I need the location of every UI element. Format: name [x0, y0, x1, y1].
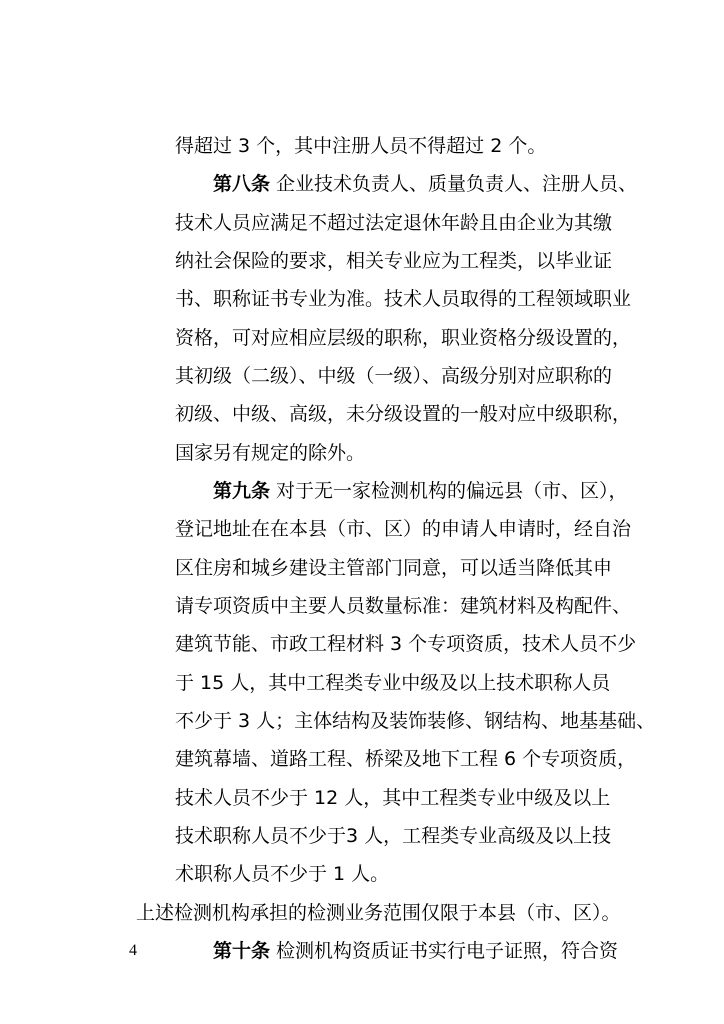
text-line: 技术人员应满足不超过法定退休年龄且由企业为其缴 [175, 212, 613, 234]
text-line: 于 15 人，其中工程类专业中级及以上技术职称人员 [175, 672, 611, 694]
text-line: 其初级（二级）、中级（一级）、高级分别对应职称的 [175, 365, 613, 387]
article-heading: 第九条 [213, 480, 271, 502]
text-line: 术职称人员不少于 1 人。 [175, 863, 390, 885]
text-line: 初级、中级、高级，未分级设置的一般对应中级职称， [175, 403, 632, 425]
text-line: 建筑节能、市政工程材料 3 个专项资质，技术人员不少 [175, 633, 637, 655]
article-8-line: 第八条 企业技术负责人、质量负责人、注册人员、 [213, 173, 638, 195]
text-line: 建筑幕墙、道路工程、桥梁及地下工程 6 个专项资质， [175, 748, 637, 770]
article-heading: 第八条 [213, 173, 271, 195]
text-line: 区住房和城乡建设主管部门同意，可以适当降低其申 [175, 557, 613, 579]
text-line: 技术人员不少于 12 人，其中工程类专业中级及以上 [175, 787, 611, 809]
text-line: 纳社会保险的要求，相关专业应为工程类，以毕业证 [175, 250, 613, 272]
text-line: 书、职称证书专业为准。技术人员取得的工程领域职业 [175, 288, 632, 310]
text-line: 资格，可对应相应层级的职称，职业资格分级设置的， [175, 327, 632, 349]
text-line: 不少于 3 人；主体结构及装饰装修、钢结构、地基基础、 [175, 710, 656, 732]
text-line: 国家另有规定的除外。 [175, 442, 366, 464]
text-line: 得超过 3 个，其中注册人员不得超过 2 个。 [175, 135, 547, 157]
text-line: 登记地址在在本县（市、区）的申请人申请时，经自治 [175, 518, 632, 540]
text-line: 上述检测机构承担的检测业务范围仅限于本县（市、区）。 [136, 902, 621, 924]
page-number: 4 [129, 942, 137, 959]
text-line: 请专项资质中主要人员数量标准：建筑材料及构配件、 [175, 595, 632, 617]
article-9-line: 第九条 对于无一家检测机构的偏远县（市、区）， [213, 480, 628, 502]
article-heading: 第十条 [213, 940, 271, 962]
article-10-line: 第十条 检测机构资质证书实行电子证照，符合资 [213, 940, 619, 962]
text-line: 技术职称人员不少于3 人，工程类专业高级及以上技 [175, 825, 612, 847]
